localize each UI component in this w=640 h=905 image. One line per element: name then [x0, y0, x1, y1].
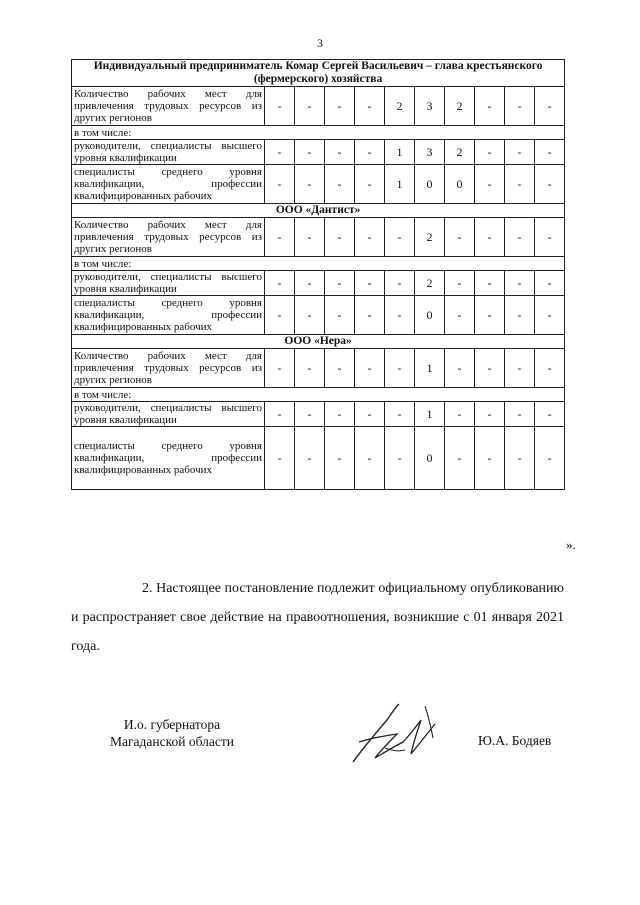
value-cell: - [475, 402, 505, 427]
value-cell: - [355, 140, 385, 165]
value-cell: - [385, 271, 415, 296]
value-cell: - [265, 140, 295, 165]
value-cell: - [505, 349, 535, 388]
value-cell: - [505, 140, 535, 165]
value-cell: - [265, 349, 295, 388]
signer-title-line-1: И.о. губернатора [123, 717, 221, 732]
value-cell: - [445, 218, 475, 257]
value-cell: - [505, 165, 535, 204]
table-row [72, 218, 565, 257]
value-cell: - [265, 87, 295, 126]
value-cell: - [265, 402, 295, 427]
page-number: 3 [317, 36, 323, 50]
value-cell: - [325, 140, 355, 165]
value-cell: - [535, 271, 565, 296]
value-cell: 1 [415, 402, 445, 427]
value-cell: - [535, 218, 565, 257]
row-label: руководители, специалисты высшего уровня квалификации [72, 140, 265, 165]
value-cell: - [295, 271, 325, 296]
value-cell: - [475, 218, 505, 257]
value-cell: - [265, 296, 295, 335]
signer-title [100, 716, 244, 750]
value-cell: 0 [415, 165, 445, 204]
value-cell: - [505, 402, 535, 427]
subheader-label: в том числе: [72, 257, 565, 271]
row-label: Количество рабочих мест для привлечения трудовых ресурсов из других регионов [72, 87, 265, 126]
value-cell: - [475, 87, 505, 126]
value-cell: - [535, 87, 565, 126]
value-cell: - [355, 349, 385, 388]
value-cell: - [445, 271, 475, 296]
value-cell: - [355, 427, 385, 490]
value-cell: - [325, 87, 355, 126]
value-cell: - [505, 271, 535, 296]
subheader-label: в том числе: [72, 388, 565, 402]
value-cell: - [325, 271, 355, 296]
value-cell: - [505, 87, 535, 126]
value-cell: - [385, 427, 415, 490]
value-cell: 2 [415, 218, 445, 257]
value-cell: 2 [445, 140, 475, 165]
value-cell: - [535, 402, 565, 427]
signer-name: Ю.А. Бодяев [478, 733, 552, 748]
subheader-row [72, 257, 565, 271]
value-cell: 0 [415, 427, 445, 490]
value-cell: - [265, 271, 295, 296]
table-row [72, 349, 565, 388]
row-label: руководители, специалисты высшего уровня квалификации [72, 271, 265, 296]
value-cell: - [265, 427, 295, 490]
value-cell: - [295, 218, 325, 257]
table-row [72, 402, 565, 427]
value-cell: 1 [385, 165, 415, 204]
value-cell: - [385, 296, 415, 335]
value-cell: - [295, 140, 325, 165]
row-label: Количество рабочих мест для привлечения трудовых ресурсов из других регионов [72, 218, 265, 257]
value-cell: - [295, 296, 325, 335]
value-cell: - [505, 427, 535, 490]
value-cell: - [295, 427, 325, 490]
value-cell: - [295, 402, 325, 427]
value-cell: - [325, 402, 355, 427]
value-cell: - [325, 218, 355, 257]
value-cell: - [325, 349, 355, 388]
value-cell: 3 [415, 87, 445, 126]
signer-title-line-2: Магаданской области [110, 734, 234, 749]
value-cell: 1 [415, 349, 445, 388]
value-cell: - [385, 218, 415, 257]
handwritten-signature [345, 698, 445, 770]
value-cell: - [355, 87, 385, 126]
section-header-row [72, 60, 565, 87]
value-cell: - [475, 271, 505, 296]
row-label: Количество рабочих мест для привлечения трудовых ресурсов из других регионов [72, 349, 265, 388]
value-cell: - [385, 349, 415, 388]
value-cell: - [355, 402, 385, 427]
value-cell: - [385, 402, 415, 427]
value-cell: - [325, 165, 355, 204]
value-cell: - [475, 296, 505, 335]
section-title: ООО «Нера» [72, 335, 565, 349]
subheader-row [72, 126, 565, 140]
value-cell: - [325, 427, 355, 490]
value-cell: - [265, 218, 295, 257]
value-cell: - [475, 349, 505, 388]
value-cell: 3 [415, 140, 445, 165]
value-cell: - [355, 218, 385, 257]
value-cell: - [475, 427, 505, 490]
value-cell: 1 [385, 140, 415, 165]
row-label: руководители, специалисты высшего уровня квалификации [72, 402, 265, 427]
closing-quote-mark: ». [566, 537, 576, 552]
paragraph-text: 2. Настоящее постановление подлежит официальному опубликованию и распространяет свое действие на правоотношения, возникшие с 01 января 2021 года. [71, 581, 564, 654]
table-row [72, 140, 565, 165]
table-body [72, 60, 565, 490]
value-cell: 2 [415, 271, 445, 296]
table-row [72, 165, 565, 204]
row-label: специалисты среднего уровня квалификации, профессии квалифицированных рабочих [72, 165, 265, 204]
value-cell: 2 [385, 87, 415, 126]
row-label: специалисты среднего уровня квалификации, профессии квалифицированных рабочих [72, 427, 265, 490]
value-cell: - [265, 165, 295, 204]
section-title: ООО «Дантист» [72, 204, 565, 218]
value-cell: - [445, 402, 475, 427]
row-label: специалисты среднего уровня квалификации, профессии квалифицированных рабочих [72, 296, 265, 335]
table-row [72, 296, 565, 335]
value-cell: - [295, 349, 325, 388]
value-cell: 0 [445, 165, 475, 204]
value-cell: - [535, 427, 565, 490]
table-row [72, 427, 565, 490]
value-cell: - [355, 271, 385, 296]
value-cell: - [535, 165, 565, 204]
value-cell: - [355, 296, 385, 335]
value-cell: - [445, 296, 475, 335]
value-cell: - [535, 296, 565, 335]
table-row [72, 271, 565, 296]
section-title: Индивидуальный предприниматель Комар Сергей Васильевич – глава крестьянского (фермерского) хозяйства [72, 60, 565, 87]
table-row [72, 87, 565, 126]
subheader-row [72, 388, 565, 402]
value-cell: - [505, 218, 535, 257]
subheader-label: в том числе: [72, 126, 565, 140]
value-cell: - [475, 165, 505, 204]
paragraph-2 [71, 574, 564, 661]
value-cell: 0 [415, 296, 445, 335]
value-cell: - [295, 165, 325, 204]
value-cell: - [535, 349, 565, 388]
section-header-row [72, 204, 565, 218]
value-cell: 2 [445, 87, 475, 126]
section-header-row [72, 335, 565, 349]
value-cell: - [355, 165, 385, 204]
value-cell: - [505, 296, 535, 335]
value-cell: - [475, 140, 505, 165]
value-cell: - [325, 296, 355, 335]
value-cell: - [445, 427, 475, 490]
value-cell: - [445, 349, 475, 388]
staffing-table [71, 59, 565, 490]
value-cell: - [535, 140, 565, 165]
value-cell: - [295, 87, 325, 126]
